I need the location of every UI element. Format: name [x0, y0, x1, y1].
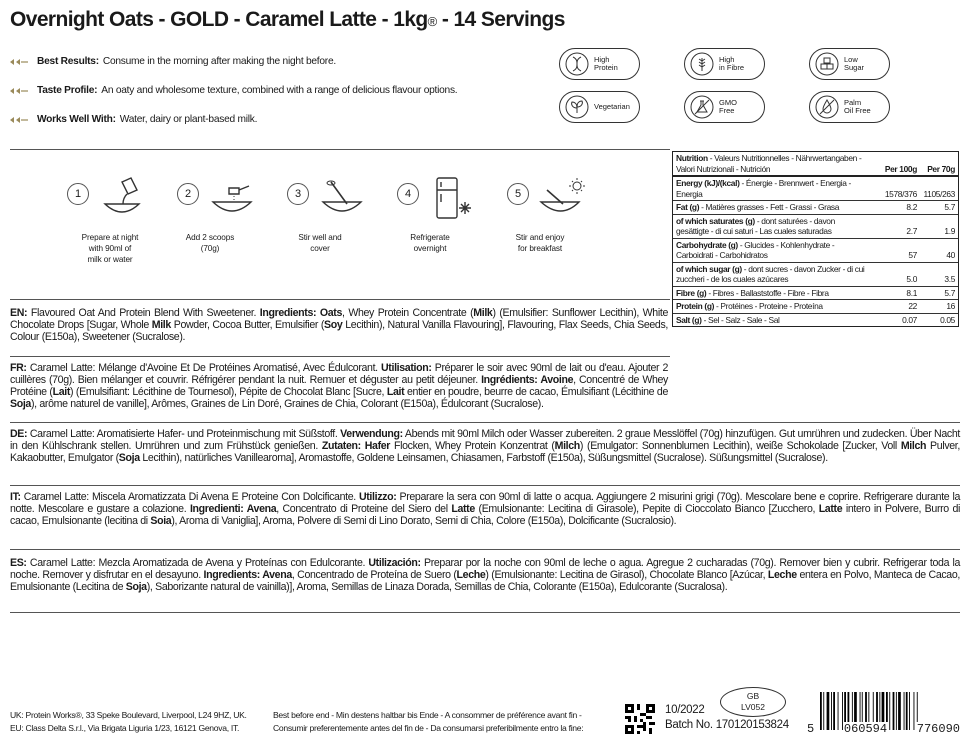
- ingredient-highlight: Milk: [473, 307, 493, 319]
- scoop-bowl-icon: [207, 176, 257, 221]
- nutrient-label: [673, 177, 872, 200]
- ingredient-text: ) (Emulsionante: Lecitina de Girasol), Chocolate Blanco [Azúcar,: [485, 569, 768, 581]
- ingredient-text: intero in Polvere, Burro di cacao, Emulsionante (lecitina di: [10, 503, 960, 527]
- ingredient-text: Caramel Latte: Mélange d'Avoine Et De Protéines Aromatisé, Avec Édulcorant.: [26, 362, 381, 374]
- ingredient-text: (Emulsionante: Lecitina di Girasole), Pepite di Cioccolato Bianco [Zucchero,: [474, 503, 819, 515]
- nutrient-label: [673, 314, 872, 327]
- value-per-100g: 22: [908, 301, 917, 311]
- step-caption: Refrigerate overnight: [410, 233, 450, 253]
- barcode-digits: [806, 722, 961, 736]
- bullet-best-results: [8, 47, 528, 76]
- value-per-100g: 8.1: [906, 287, 917, 298]
- ingredient-text: Caramel Latte: Mezcla Aromatizada de Avena y Proteínas con Edulcorante.: [26, 557, 369, 569]
- product-title-text: Overnight Oats - GOLD - Caramel Latte - 1kg: [10, 8, 428, 31]
- ingredients-fr: [10, 362, 668, 410]
- bullet-label: Taste Profile:: [37, 85, 98, 96]
- ingredient-highlight: Utilizzo:: [358, 491, 397, 503]
- step-number: 2: [177, 183, 199, 205]
- sparkle-arrow-icon: [8, 85, 30, 97]
- ingredient-text: ), Aroma di Vaniglia], Aroma, Polvere di Semi di Lino Dorato, Semi di Chia, Colore (E150a), Dolcificante (Sucralosio).: [171, 515, 677, 527]
- ingredient-text: ) (Emulgator: Sonnenblumen Lecithin), weiße Schokolade [Zucker, Voll: [579, 440, 901, 452]
- ingredient-text: , Concentrato di Proteine del Siero del: [276, 503, 452, 515]
- nutrient-translations: - dont saturées - davon gesättigte - di cui saturi - Las cuales saturadas: [676, 215, 835, 236]
- value-per-70g: 16: [946, 301, 955, 311]
- ingredient-text: ), arôme naturel de vanille], Arômes, Graines de Lin Doré, Graines de Chia, Colorant (E150a), Édulcorant (Sucralose).: [30, 398, 544, 410]
- ingredient-text: , Concentré de Whey Protéine (: [10, 374, 668, 398]
- ingredient-text: Powder, Cocoa Butter, Emulsifier (: [170, 319, 325, 331]
- value-per-70g: 1105/263: [923, 188, 955, 199]
- sparkle-arrow-icon: [8, 56, 30, 68]
- best-before-line1: Best before end - Min destens haltbar bis Ende - A consommer de préférence avant fin -: [273, 710, 582, 720]
- sugar-cubes-icon: [815, 52, 839, 76]
- step-caption: Add 2 scoops (70g): [185, 233, 235, 253]
- expiry-date: 10/2022: [665, 704, 705, 716]
- nutrition-row: [673, 314, 958, 327]
- ingredient-highlight: Soja: [125, 581, 147, 593]
- divider: [10, 299, 670, 300]
- ingredient-highlight: Ingredients: Oats: [259, 307, 343, 319]
- ingredient-highlight: Lait: [386, 386, 405, 398]
- value-per-100g: 57: [908, 250, 917, 260]
- nutrient-translations: - Glucides - Kohlenhydrate - Carboidrati - Carbohidratos: [676, 239, 835, 260]
- step-caption: Prepare at night with 90ml of milk or water: [81, 233, 139, 264]
- nutrient-name: Energy (kJ)/(kcal): [676, 178, 740, 188]
- wheat-icon: [690, 52, 714, 76]
- value-per-100g: 1578/376: [884, 188, 917, 199]
- ingredient-highlight: FR:: [10, 362, 27, 374]
- ingredient-highlight: Milch: [554, 440, 580, 452]
- nutrition-header-bold: Nutrition: [676, 153, 708, 163]
- stir-bowl-icon: [317, 176, 367, 221]
- ingredient-text: Pulver, Kakaobutter, Emulgator (: [10, 440, 960, 464]
- divider: [10, 612, 960, 613]
- pour-milk-icon: [97, 176, 147, 221]
- palm-drop-icon: [815, 95, 839, 119]
- ingredient-highlight: ES:: [10, 557, 27, 569]
- nutrient-label: [673, 287, 872, 300]
- ingredient-highlight: Milk: [151, 319, 171, 331]
- col-per-100g-label: Per 100g: [884, 163, 917, 174]
- best-before-block: [273, 709, 583, 735]
- ingredient-highlight: Verwendung:: [340, 428, 403, 440]
- address-uk: UK: Protein Works®, 33 Speke Boulevard, Liverpool, L24 9HZ, UK.: [10, 710, 247, 720]
- ingredient-highlight: Ingredients: Avena: [203, 569, 292, 581]
- divider: [10, 549, 960, 550]
- badge-gmo-free: [684, 91, 765, 123]
- value-per-100g: 5.0: [906, 274, 917, 284]
- ingredient-highlight: Utilización:: [368, 557, 421, 569]
- flask-icon: [690, 95, 714, 119]
- nutrient-label: [673, 300, 872, 313]
- ingredient-highlight: EN:: [10, 307, 28, 319]
- ingredient-text: Lecithin), Natural Vanilla Flavouring], Flavouring, Flax Seeds, Chia Seeds, Colour (E150a), Sweetener (Sucralose).: [10, 319, 668, 343]
- step-number: 5: [507, 183, 529, 205]
- ingredient-highlight: Milch: [900, 440, 927, 452]
- sunrise-bowl-icon: [537, 176, 587, 221]
- eu-health-mark: [720, 687, 786, 717]
- nutrition-row: [673, 215, 958, 239]
- nutrition-table: [672, 151, 959, 327]
- nutrition-row: [673, 263, 958, 287]
- eu-mark-code: LV052: [741, 702, 765, 712]
- ingredient-text: Caramel Latte: Miscela Aromatizzata Di Avena E Proteine Con Dolcificante.: [20, 491, 359, 503]
- badge-label: Low Sugar: [844, 54, 865, 72]
- barcode-digit-group: 060594: [843, 722, 888, 736]
- ingredient-text: entera en Polvo, Manteca de Cacao, Emulsionante (Lecitina de: [10, 569, 960, 593]
- nutrient-translations: - Énergie - Brennwert - Energia - Energia: [676, 178, 851, 199]
- value-per-70g: 40: [946, 250, 955, 260]
- bullet-label: Best Results:: [37, 56, 99, 67]
- badge-low-sugar: [809, 48, 890, 80]
- step-caption: Stir well and cover: [298, 233, 342, 253]
- nutrition-header-row: [673, 152, 958, 177]
- ingredient-text: entier en poudre, beurre de cacao, Émulsifiant (Lécithine de: [404, 386, 668, 398]
- bullet-taste-profile: [8, 76, 528, 105]
- bullet-label: Works Well With:: [37, 114, 116, 125]
- ingredient-text: ) (Emulsifier: Sunflower Lecithin), White Chocolate Drops [Sugar, Whole: [10, 307, 668, 331]
- nutrient-label: [673, 239, 872, 262]
- ingredient-highlight: Latte: [451, 503, 475, 515]
- nutrition-row: [673, 201, 958, 215]
- registered-mark: ®: [427, 14, 437, 29]
- ingredient-text: , Whey Protein Concentrate (: [342, 307, 474, 319]
- nutrient-translations: - Matières grasses - Fett - Grassi - Grasa: [699, 202, 840, 212]
- nutrient-translations: - Protéines - Proteine - Proteína: [714, 301, 823, 311]
- nutrient-translations: - dont sucres - davon Zucker - di cui zuccheri - de los cuales azúcares: [676, 263, 865, 284]
- value-per-70g: 3.5: [944, 274, 955, 284]
- badge-label: Palm Oil Free: [844, 97, 871, 115]
- nutrition-header-label: [673, 152, 872, 175]
- product-title: [10, 8, 565, 32]
- ingredient-highlight: Ingrédients: Avoine: [481, 374, 574, 386]
- divider: [10, 356, 670, 357]
- address-block: [10, 709, 247, 735]
- ingredient-text: Flocken, Whey Protein Konzentrat (: [390, 440, 555, 452]
- bullet-text: An oaty and wholesome texture, combined with a range of delicious flavour options.: [101, 85, 458, 96]
- bullet-text: Water, dairy or plant-based milk.: [119, 114, 258, 125]
- nutrition-header-rest: - Valeurs Nutritionnelles - Nährwertangaben - Valori Nutrizionali - Nutrición: [676, 153, 862, 174]
- leaf-icon: [565, 95, 589, 119]
- col-per-100g: [872, 163, 920, 176]
- nutrition-row: [673, 177, 958, 201]
- ingredient-text: Preparare la sera con 90ml di latte o acqua. Aggiungere 2 misurini grigi (70g). Mescolare bene e coprire. Refrigerare durante la notte. Mescolare e gustare a colazione.: [10, 491, 960, 515]
- badge-label: High in Fibre: [719, 54, 745, 72]
- value-per-70g: 0.05: [940, 314, 955, 325]
- qr-code-icon: [625, 704, 655, 734]
- ingredient-text: Flavoured Oat And Protein Blend With Sweetener.: [27, 307, 260, 319]
- step-number: 3: [287, 183, 309, 205]
- badge-label: Vegetarian: [594, 101, 630, 111]
- step-caption: Stir and enjoy for breakfast: [515, 233, 565, 253]
- badge-palm-oil-free: [809, 91, 890, 123]
- value-per-100g: 8.2: [906, 202, 917, 212]
- barcode-digit-group: 5: [807, 722, 815, 736]
- nutrient-translations: - Sel - Salz - Sale - Sal: [701, 314, 780, 325]
- ingredient-text: Préparer le soir avec 90ml de lait ou d'eau. Ajouter 2 cuillères (70g). Bien mélanger et couvrir. Réfrigérer pendant la nuit. Remuer et déguster au petit déjeuner.: [10, 362, 669, 386]
- ingredients-en: [10, 307, 668, 343]
- eu-mark-country: GB: [746, 691, 760, 701]
- nutrition-row: [673, 239, 958, 263]
- col-per-70g: [920, 163, 958, 176]
- ingredient-text: ) (Emulsifiant: Lécithine de Tournesol), Pépite de Chocolat Blanc [Sucre,: [70, 386, 387, 398]
- nutrient-name: Fat (g): [676, 202, 700, 212]
- ingredient-text: Caramel Latte: Aromatisierte Hafer- und Proteinmischung mit Süßstoff.: [27, 428, 341, 440]
- best-before-line2: Consumir preferentemente antes del fin de - Da consumarsi preferibilmente entro la fine:: [273, 723, 584, 733]
- address-eu: EU: Class Delta S.r.l., Via Brigata Liguria 1/23, 16121 Genova, IT.: [10, 723, 240, 733]
- step-number: 4: [397, 183, 419, 205]
- ingredient-text: Preparar por la noche con 90ml de leche o agua. Agregue 2 cucharadas (70g). Remover bien y cubrir. Refrigerar toda la noche. Remover y disfrutar en el desayuno.: [10, 557, 960, 581]
- ingredient-highlight: DE:: [10, 428, 28, 440]
- nutrient-name: Salt (g): [676, 314, 702, 325]
- ingredient-highlight: IT:: [10, 491, 21, 503]
- step-number: 1: [67, 183, 89, 205]
- nutrient-label: [673, 215, 872, 238]
- ingredient-text: Abends mit 90ml Milch oder Wasser zubereiten. 2 graue Messlöffel (70g) hinzufügen. Gut umrühren und zudecken. Über Nacht in den Kühlschrank stellen. Umrühren und zum Frühstück genießen.: [10, 428, 960, 452]
- ingredient-highlight: Utilisation:: [381, 362, 432, 374]
- ingredient-text: , Concentrado de Proteína de Suero (: [291, 569, 457, 581]
- ingredient-highlight: Ingredienti: Avena: [189, 503, 277, 515]
- divider: [10, 422, 960, 423]
- nutrient-name: Protein (g): [676, 301, 715, 311]
- ingredients-de: [10, 428, 960, 464]
- fridge-icon: [427, 176, 477, 221]
- ingredient-highlight: Soia: [150, 515, 172, 527]
- divider: [10, 149, 670, 150]
- nutrient-label: [673, 201, 872, 214]
- ingredients-it: [10, 491, 960, 527]
- badge-high-protein: [559, 48, 640, 80]
- ingredient-highlight: Soja: [118, 452, 140, 464]
- barcode-digit-group: 776090: [916, 722, 960, 736]
- value-per-100g: 0.07: [902, 314, 917, 325]
- nutrition-row: [673, 287, 958, 301]
- bullet-text: Consume in the morning after making the night before.: [102, 56, 336, 67]
- divider: [10, 485, 960, 486]
- nutrient-name: of which saturates (g): [676, 215, 755, 226]
- ingredient-highlight: Zutaten: Hafer: [321, 440, 391, 452]
- usage-notes: [8, 47, 528, 134]
- badge-vegetarian: [559, 91, 640, 123]
- ingredient-highlight: Soy: [324, 319, 343, 331]
- ingredient-highlight: Leche: [456, 569, 486, 581]
- value-per-100g: 2.7: [906, 226, 917, 236]
- bullet-works-well-with: [8, 105, 528, 134]
- nutrient-name: Fibre (g): [676, 287, 707, 298]
- badge-high-fibre: [684, 48, 765, 80]
- product-title-suffix: - 14 Servings: [436, 8, 565, 31]
- badge-label: GMO Free: [719, 97, 737, 115]
- ingredients-es: [10, 557, 960, 593]
- value-per-70g: 1.9: [944, 226, 955, 236]
- feature-badges: [559, 48, 899, 124]
- col-per-70g-label: Per 70g: [927, 163, 955, 174]
- sparkle-arrow-icon: [8, 114, 30, 126]
- nutrient-translations: - Fibres - Ballaststoffe - Fibre - Fibra: [706, 287, 829, 298]
- ingredient-highlight: Leche: [767, 569, 797, 581]
- nutrient-name: of which sugar (g): [676, 263, 742, 274]
- dna-icon: [565, 52, 589, 76]
- ingredient-highlight: Lait: [52, 386, 71, 398]
- ingredient-text: ), Saborizante natural de vainilla)], Aroma, Semillas de Linaza Dorada, Semillas de Chia, Colorante (E150a), Edulcorante (Sucralosa).: [146, 581, 728, 593]
- nutrient-name: Carbohydrate (g): [676, 239, 738, 250]
- ingredient-highlight: Latte: [818, 503, 843, 515]
- ingredient-highlight: Soja: [10, 398, 31, 410]
- value-per-70g: 5.7: [944, 202, 955, 212]
- value-per-70g: 5.7: [944, 287, 955, 298]
- nutrition-row: [673, 300, 958, 314]
- batch-number: Batch No. 170120153824: [665, 719, 789, 731]
- badge-label: High Protein: [594, 54, 618, 72]
- ingredient-text: Lecithin), natürliches Vanillearoma], Aromastoffe, Goldene Leinsamen, Chiasamen, Farbstoff (E150a), Süßungsmittel (Sucralose). Süßungsmittel (Sucralose).: [139, 452, 828, 464]
- nutrient-label: [673, 263, 872, 286]
